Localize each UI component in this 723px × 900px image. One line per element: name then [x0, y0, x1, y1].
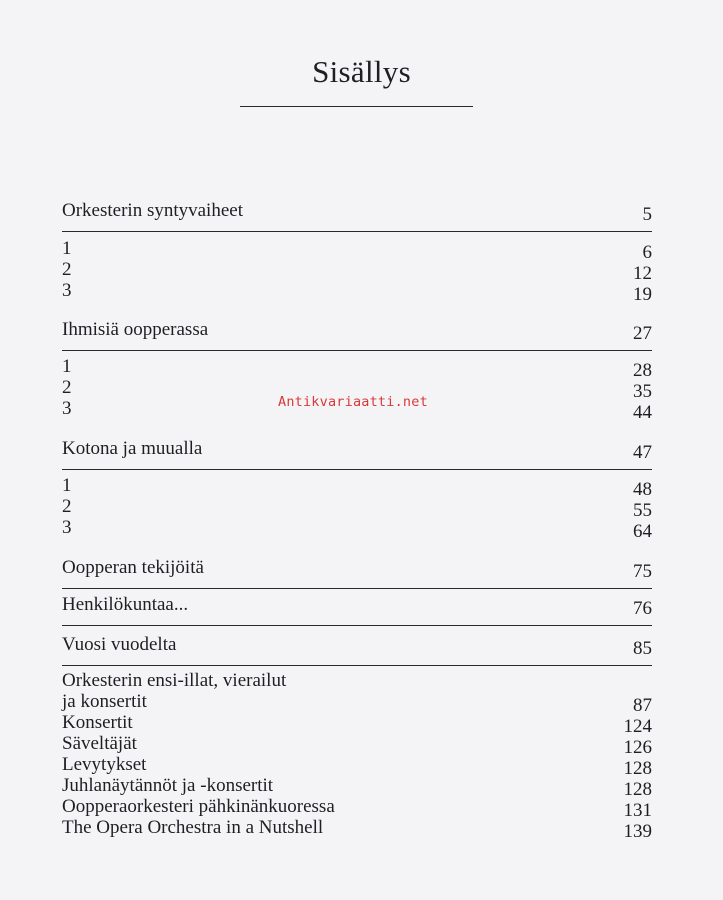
toc-entry-page: 139 — [623, 821, 652, 842]
toc-entry — [62, 475, 652, 500]
toc-entry-label: Orkesterin ensi-illat, vierailut — [62, 670, 287, 691]
toc-entry-label: Orkesterin syntyvaiheet — [62, 200, 243, 221]
toc-entry-page: 28 — [633, 360, 652, 381]
toc-entry-page: 64 — [633, 521, 652, 542]
toc-entry — [62, 670, 652, 692]
toc-entry — [62, 691, 652, 716]
toc-entry-label: The Opera Orchestra in a Nutshell — [62, 817, 324, 838]
toc-entry-page: 19 — [633, 284, 652, 305]
toc-entry — [62, 259, 652, 284]
toc-entry-label: 2 — [62, 259, 72, 280]
toc-entry-label: 2 — [62, 377, 72, 398]
toc-entry — [62, 634, 652, 659]
toc-entry-label: 3 — [62, 280, 72, 301]
toc-entry-page: 35 — [633, 381, 652, 402]
toc-entry-page: 126 — [623, 737, 652, 758]
toc-entry — [62, 319, 652, 344]
toc-entry-page: 87 — [633, 695, 652, 716]
toc-entry-page: 5 — [642, 204, 652, 225]
toc-entry-label: Levytykset — [62, 754, 147, 775]
toc-entry-label: 1 — [62, 238, 72, 259]
section-rule — [62, 588, 652, 589]
toc-entry-label: 1 — [62, 356, 72, 377]
toc-entry-label: 3 — [62, 517, 72, 538]
toc-entry-page: 55 — [633, 500, 652, 521]
toc-entry — [62, 356, 652, 381]
toc-entry — [62, 712, 652, 737]
toc-entry-page: 128 — [623, 758, 652, 779]
toc-entry — [62, 733, 652, 758]
toc-entry-label: Ihmisiä oopperassa — [62, 319, 209, 340]
section-rule — [62, 350, 652, 351]
toc-entry — [62, 438, 652, 463]
toc-entry-page: 6 — [642, 242, 652, 263]
toc-entry-page: 85 — [633, 638, 652, 659]
toc-entry-page: 44 — [633, 402, 652, 423]
toc-entry — [62, 496, 652, 521]
watermark-text: Antikvariaatti.net — [278, 394, 428, 410]
toc-entry-page: 75 — [633, 561, 652, 582]
toc-entry — [62, 280, 652, 305]
toc-entry-label: 2 — [62, 496, 72, 517]
toc-entry-label: Säveltäjät — [62, 733, 137, 754]
toc-entry-label: Oopperaorkesteri pähkinänkuoressa — [62, 796, 335, 817]
toc-entry — [62, 557, 652, 582]
toc-entry-label: Henkilökuntaa... — [62, 594, 189, 615]
toc-entry-label: Oopperan tekijöitä — [62, 557, 204, 578]
toc-entry-page: 27 — [633, 323, 652, 344]
toc-entry-page: 76 — [633, 598, 652, 619]
toc-entry-page: 47 — [633, 442, 652, 463]
toc-entry — [62, 754, 652, 779]
toc-entry — [62, 796, 652, 821]
toc-entry-label: Vuosi vuodelta — [62, 634, 177, 655]
toc-entry — [62, 775, 652, 800]
toc-entry-label: ja konsertit — [62, 691, 147, 712]
toc-entry — [62, 594, 652, 619]
toc-entry-page: 131 — [623, 800, 652, 821]
toc-entry — [62, 200, 652, 225]
toc-entry-label: 1 — [62, 475, 72, 496]
section-rule — [62, 625, 652, 626]
toc-entry-page: 12 — [633, 263, 652, 284]
toc-entry-label: Konsertit — [62, 712, 133, 733]
toc-entry-page: 128 — [623, 779, 652, 800]
section-rule — [62, 231, 652, 232]
toc-entry-page: 124 — [623, 716, 652, 737]
toc-entry-label: Kotona ja muualla — [62, 438, 203, 459]
section-rule — [62, 665, 652, 666]
title-underline — [240, 106, 473, 107]
toc-entry-label: Juhlanäytännöt ja -konsertit — [62, 775, 274, 796]
toc-entry — [62, 238, 652, 263]
section-rule — [62, 469, 652, 470]
toc-entry — [62, 817, 652, 842]
page-title: Sisällys — [312, 54, 411, 89]
toc-entry-label: 3 — [62, 398, 72, 419]
toc-entry — [62, 517, 652, 542]
toc-entry-page: 48 — [633, 479, 652, 500]
